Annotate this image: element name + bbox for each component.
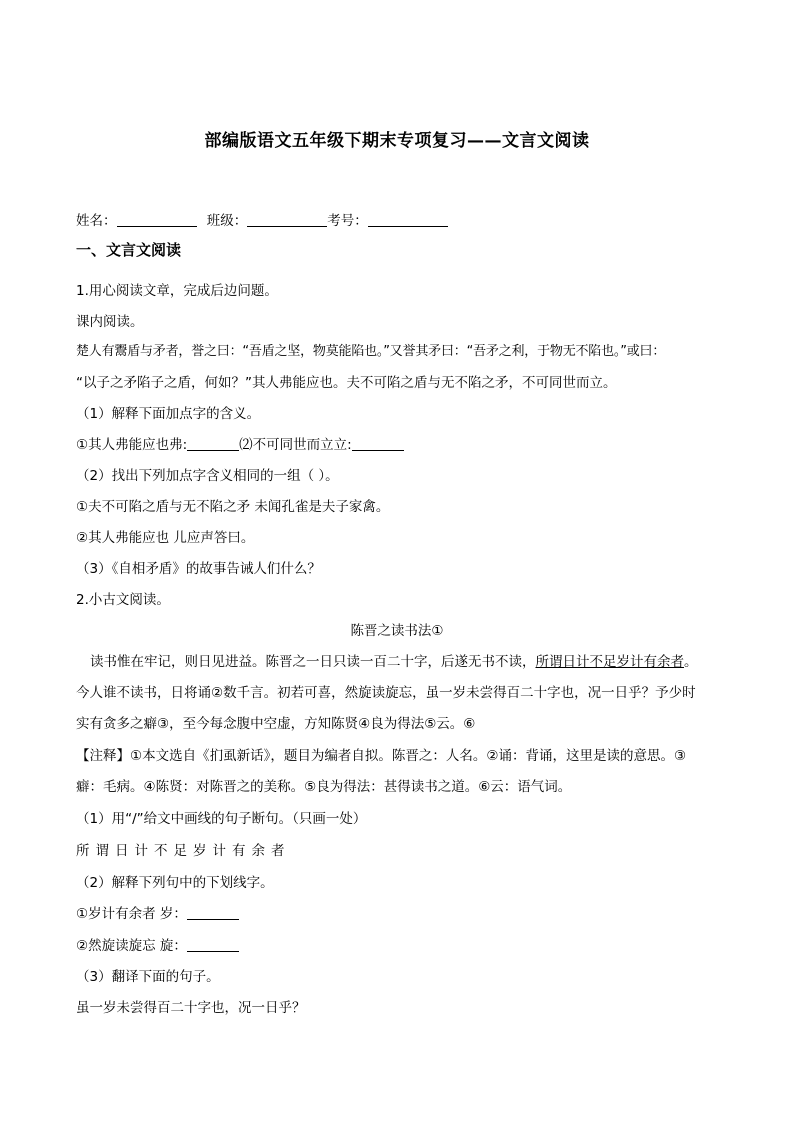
q1-intro: 1.用心阅读文章，完成后边问题。 [76, 283, 278, 299]
q2-sub2-b-blank[interactable] [187, 937, 239, 952]
q2-note-line2: 癖：毛病。④陈贤：对陈晋之的美称。⑤良为得法：甚得读书之道。⑥云：语气词。 [76, 779, 572, 795]
q2-sub2-b: ②然旋读旋忘 旋： [76, 938, 187, 954]
q1-sub1-b: ⑵不可同世而立立: [239, 437, 352, 453]
q1-sub1-a: ①其人弗能应也弗: [76, 437, 188, 453]
q1-sub2-a: ①夫不可陷之盾与无不陷之矛 未闻孔雀是夫子家禽。 [76, 499, 390, 515]
document-title: 部编版语文五年级下期末专项复习——文言文阅读 [204, 131, 590, 151]
section-heading: 一、文言文阅读 [76, 241, 182, 259]
q1-sub3: （3）《自相矛盾》的故事告诫人们什么？ [76, 561, 321, 577]
q2-underlined-sentence: 所谓日计不足岁计有余者 [535, 654, 684, 670]
q2-sub1-sentence: 所谓日计不足岁计有余者 [76, 843, 291, 859]
q1-sub2: （2）找出下列加点字含义相同的一组（ ）。 [76, 468, 339, 484]
name-label: 姓名： [76, 213, 117, 229]
q2-sub2-b-row [76, 937, 239, 955]
q2-sub1: （1）用“/”给文中画线的句子断句。（只画一处） [76, 811, 367, 827]
q1-sub1-a-blank[interactable] [187, 436, 239, 451]
q1-sub1-b-blank[interactable] [352, 436, 404, 451]
q2-note-line1: 【注释】①本文选自《扪虱新话》，题目为编者自拟。陈晋之：人名。②诵：背诵，这里是读的意思。③ [76, 748, 687, 764]
q2-passage-line3: 实有贪多之癖③，至今每念腹中空虚，方知陈贤④良为得法⑤云。⑥ [76, 716, 476, 732]
q2-sub2-a-blank[interactable] [187, 905, 239, 920]
student-info-row [76, 212, 448, 230]
class-label: 班级： [206, 213, 248, 229]
q1-sub1-items [76, 436, 404, 454]
name-blank[interactable] [117, 212, 197, 227]
q2-sub2: （2）解释下列句中的下划线字。 [76, 875, 274, 891]
q2-intro: 2.小古文阅读。 [76, 592, 170, 608]
q1-sub1: （1）解释下面加点字的含义。 [76, 406, 261, 422]
q2-passage-line1-a: 读书惟在牢记，则日见进益。陈晋之一日只读一百二十字，后遂无书不读， [90, 654, 536, 670]
exam-no-label: 考号： [327, 213, 368, 229]
q2-sub2-a: ①岁计有余者 岁： [76, 906, 187, 922]
q1-sub2-b: ②其人弗能应也 儿应声答曰。 [76, 530, 255, 546]
q2-passage-line2: 今人谁不读书，日将诵②数千言。初若可喜，然旋读旋忘，虽一岁未尝得百二十字也，况一日乎？予少时 [76, 685, 696, 701]
q1-kenei: 课内阅读。 [76, 314, 144, 330]
q2-sub3: （3）翻译下面的句子。 [76, 969, 220, 985]
q2-sub2-a-row [76, 905, 239, 923]
q2-passage-title: 陈晋之读书法① [350, 623, 444, 639]
q1-text-line1: 楚人有鬻盾与矛者，誉之曰：“吾盾之坚，物莫能陷也。”又誉其矛曰：“吾矛之利，于物无不陷也。”或曰： [76, 344, 666, 359]
exam-no-blank[interactable] [368, 212, 448, 227]
class-blank[interactable] [247, 212, 327, 227]
q2-passage-line1-b: 。 [684, 654, 698, 670]
q2-passage-line1 [90, 653, 698, 671]
q2-sub3-sentence: 虽一岁未尝得百二十字也，况一日乎？ [76, 1000, 306, 1016]
q1-text-line2: “以子之矛陷子之盾，何如？”其人弗能应也。夫不可陷之盾与无不陷之矛，不可同世而立。 [76, 375, 617, 391]
